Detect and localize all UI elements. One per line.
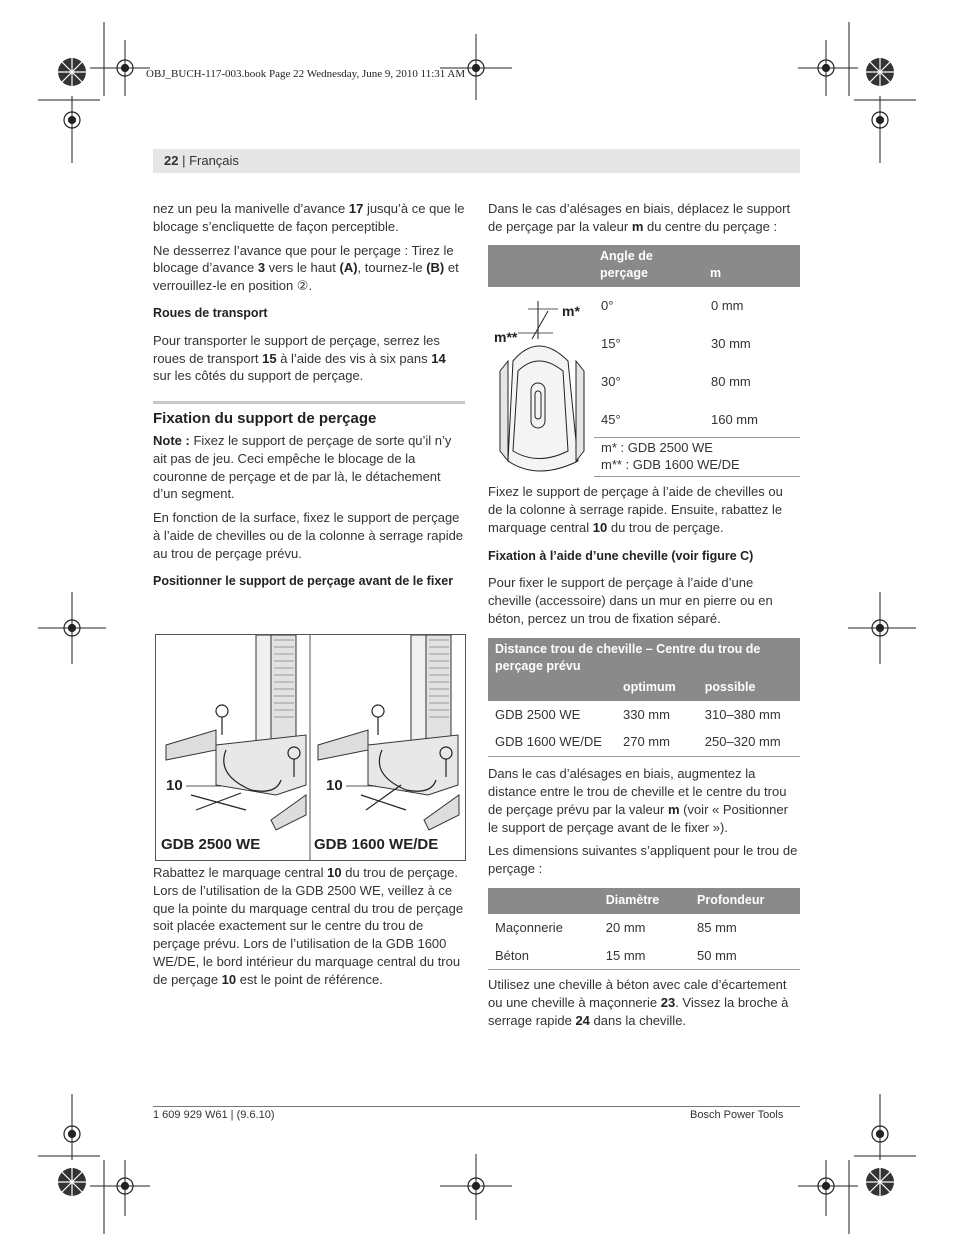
text-run: dans la cheville. <box>589 1012 687 1028</box>
paragraph <box>153 509 465 562</box>
header-language: Français <box>189 153 239 168</box>
print-info: OBJ_BUCH-117-003.book Page 22 Wednesday, June 9, 2010 11:31 AM <box>146 68 466 80</box>
callout-10-left: 10 <box>166 777 183 794</box>
table-cell: 250–320 mm <box>698 728 800 756</box>
table-cell: Béton <box>488 942 599 970</box>
text-run: vers le haut <box>265 260 340 276</box>
angle-table <box>488 245 800 478</box>
text-run: Fixez le support de perçage à l’aide de chevilles ou de la colonne à serrage rapide. Ensuite, rabattez le marquage central <box>488 484 783 535</box>
bold-ref: (A) <box>339 260 358 276</box>
table-cell: 20 mm <box>605 919 646 935</box>
text-run: à l’aide des vis à six pans <box>276 350 432 366</box>
distance-table <box>488 638 800 757</box>
bold-ref: 14 <box>431 350 446 366</box>
subheading-position: Positionner le support de perçage avant de le fixer <box>153 573 454 588</box>
table-cell: 270 mm <box>616 728 698 756</box>
bold-ref: m <box>667 801 680 817</box>
figure-drill-stand <box>155 634 466 861</box>
text-run: sur les côtés du support de perçage. <box>153 368 364 384</box>
text-run: jusqu’à ce que le blocage s’encliquette de façon perceptible. <box>153 201 465 234</box>
angle-cell: 15° <box>601 335 621 351</box>
paragraph <box>488 976 800 1029</box>
distance-table-body <box>488 701 800 757</box>
paragraph <box>488 200 800 236</box>
section-rule <box>153 401 465 404</box>
m-cell: 30 mm <box>711 335 751 351</box>
text-run: du trou de perçage. <box>607 519 724 535</box>
text-run: Rabattez le marquage central <box>153 865 328 880</box>
distance-col-optimum: optimum <box>616 679 698 701</box>
left-column-bottom <box>153 864 465 995</box>
dimensions-table <box>488 888 800 970</box>
page-number: 22 <box>164 153 179 168</box>
header-m: m <box>710 265 722 280</box>
dim-col-diametre: Diamètre <box>599 888 690 914</box>
text-run: Dans le cas d’alésages en biais, augmentez la distance entre le trou de cheville et le centre du trou de perçage prévu par la valeur <box>488 766 787 817</box>
distance-table-title: Distance trou de cheville – Centre du trou de perçage prévu <box>488 638 800 679</box>
table-row <box>488 914 800 942</box>
footer-rule <box>153 1106 800 1107</box>
distance-col-possible: possible <box>698 679 800 701</box>
subheading-cheville: Fixation à l’aide d’une cheville (voir figure C) <box>488 548 754 563</box>
text-run: Dans le cas d’alésages en biais, déplacez le support de perçage par la valeur <box>488 201 791 234</box>
drill-stand-illustration <box>156 635 465 860</box>
table-cell: 330 mm <box>623 706 670 722</box>
m-cell: 160 mm <box>711 411 758 427</box>
table-row <box>488 942 800 970</box>
angle-table-notes <box>594 437 800 478</box>
angle-cell: 45° <box>601 411 621 427</box>
table-cell: Maçonnerie <box>495 919 563 935</box>
table-row <box>488 701 800 729</box>
table-cell: GDB 1600 WE/DE <box>488 728 616 756</box>
paragraph <box>153 864 465 989</box>
bold-ref: 10 <box>592 519 608 535</box>
text-run: En fonction de la surface, fixez le support de perçage à l’aide de chevilles ou de la colonne à serrage rapide au trou de perçage prévu. <box>153 510 464 561</box>
table-cell: 85 mm <box>697 919 737 935</box>
text-run: Pour transporter le support de perçage, serrez les roues de transport <box>153 332 440 366</box>
bold-ref: 3 <box>257 260 266 276</box>
paragraph <box>488 842 800 878</box>
figure-label-gdb2500: GDB 2500 WE <box>161 836 261 853</box>
dimensions-table-body <box>488 914 800 970</box>
text-run: nez un peu la manivelle d’avance <box>153 201 349 216</box>
bold-ref: 10 <box>221 971 237 987</box>
bold-ref: 23 <box>660 995 676 1011</box>
dim-col-profondeur: Profondeur <box>690 888 800 914</box>
footer-doc-number: 1 609 929 W61 | (9.6.10) <box>153 1109 275 1121</box>
callout-10-right: 10 <box>326 777 343 794</box>
text-run: , tournez-le <box>357 260 427 276</box>
text-run: du trou de perçage. Lors de l’utilisation de la GDB 2500 WE, veillez à ce que la pointe du marquage central du trou de perçage soit placée exactement sur le centre du trou de perçage prévu. Lors de l’utilisation de la GDB 1600 WE/DE, le bord intérieur du marquage central du trou de perçage <box>153 865 464 987</box>
angle-cell: 0° <box>601 297 614 313</box>
bold-ref: 15 <box>262 350 277 366</box>
text-run: du centre du perçage : <box>643 218 778 234</box>
footer-brand: Bosch Power Tools <box>690 1109 784 1121</box>
angle-offset-illustration <box>488 291 598 481</box>
section-title: Fixation du support de perçage <box>153 410 377 428</box>
text-run: Pour fixer le support de perçage à l’aide d’une cheville (accessoire) dans un mur en pierre ou en béton, percez un trou de fixation séparé. <box>488 575 773 626</box>
m-cell: 0 mm <box>711 297 744 313</box>
text-run: Les dimensions suivantes s’appliquent pour le trou de perçage : <box>488 843 798 877</box>
subheading-transport: Roues de transport <box>153 305 268 320</box>
angle-cell: 30° <box>601 373 621 389</box>
table-cell: 50 mm <box>690 942 800 970</box>
angle-table-body <box>488 287 800 437</box>
fig-m-2star: m** <box>494 328 518 345</box>
right-column <box>488 200 800 1036</box>
text-run: Fixez le support de perçage de sorte qu’il n’y ait pas de jeu. Ceci empêche le blocage de la couronne de perçage et de par là, le détachement d’un segment. <box>153 432 452 502</box>
angle-table-header <box>488 245 800 287</box>
table-cell: 15 mm <box>599 942 690 970</box>
left-column <box>153 200 465 599</box>
paragraph <box>488 483 800 536</box>
header-band <box>153 149 800 173</box>
paragraph <box>153 242 465 295</box>
figure-label-gdb1600: GDB 1600 WE/DE <box>314 836 439 853</box>
distance-col-blank <box>488 679 616 701</box>
header-separator: | <box>178 153 190 168</box>
bold-ref: m <box>631 218 644 234</box>
bold-ref: (B) <box>426 260 445 276</box>
text-run: (voir « Positionner le support de perçage avant de le fixer »). <box>488 801 788 835</box>
text-run: Utilisez une cheville à béton avec cale d’écartement ou une cheville à maçonnerie <box>488 977 787 1011</box>
note-m-star: m* : GDB 2500 WE <box>601 439 713 455</box>
table-cell: GDB 2500 WE <box>495 706 581 722</box>
paragraph <box>488 574 800 627</box>
page-header <box>164 153 239 168</box>
dim-col-blank <box>488 888 599 914</box>
bold-ref: 24 <box>575 1012 590 1028</box>
text-run: . Vissez la broche à serrage rapide <box>488 995 789 1028</box>
paragraph <box>153 332 465 385</box>
m-cell: 80 mm <box>711 373 751 389</box>
paragraph <box>153 432 465 503</box>
paragraph <box>488 765 800 836</box>
note-m-2star: m** : GDB 1600 WE/DE <box>601 457 740 473</box>
text-run: Ne desserrez l’avance que pour le perçage : Tirez le blocage d’avance <box>153 242 454 276</box>
bold-ref: Note : <box>153 432 194 448</box>
bold-ref: 10 <box>327 865 342 880</box>
fig-m-star: m* <box>562 302 580 319</box>
paragraph <box>153 200 465 236</box>
text-run: et verrouillez-le en position ②. <box>153 260 459 294</box>
table-row <box>488 728 800 756</box>
bold-ref: 17 <box>348 201 364 216</box>
header-angle: Angle de perçage <box>600 248 653 280</box>
table-cell: 310–380 mm <box>704 706 781 722</box>
text-run: est le point de référence. <box>236 971 383 987</box>
